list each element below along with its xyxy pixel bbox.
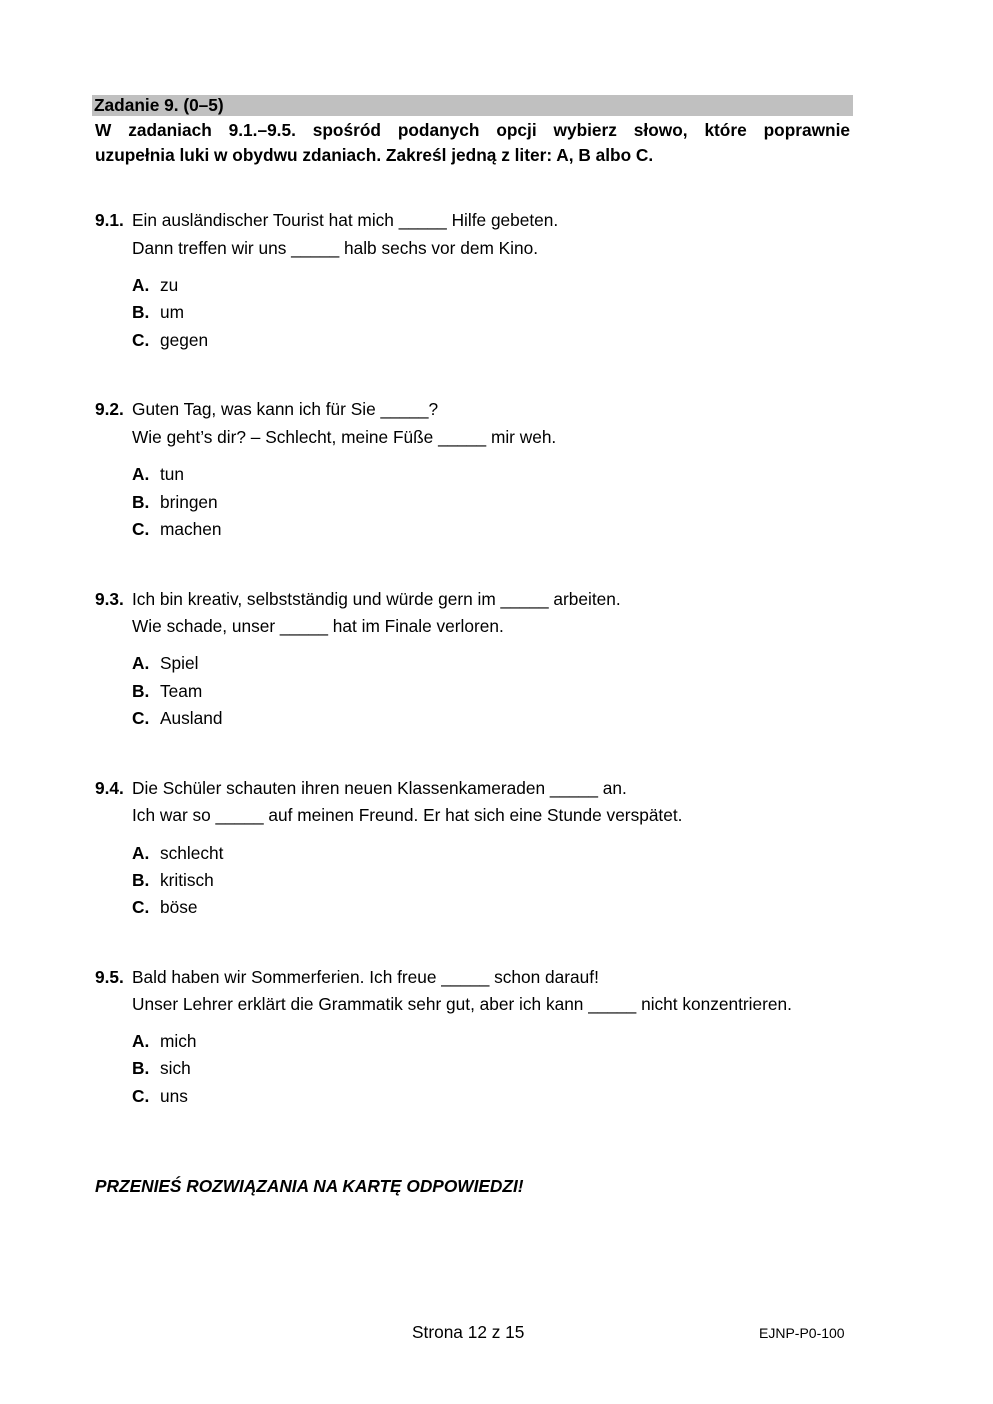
option-b[interactable] <box>132 870 214 890</box>
option-letter: A. <box>132 1031 150 1051</box>
exam-code: EJNP-P0-100 <box>759 1325 845 1341</box>
option-c[interactable] <box>132 330 208 350</box>
question-sentence-1: Bald haben wir Sommerferien. Ich freue _____ schon darauf! <box>132 967 599 987</box>
option-letter: C. <box>132 519 150 539</box>
option-b[interactable] <box>132 1058 191 1078</box>
question-sentence-2: Ich war so _____ auf meinen Freund. Er hat sich eine Stunde verspätet. <box>132 805 683 825</box>
option-letter: A. <box>132 653 150 673</box>
option-letter: A. <box>132 843 150 863</box>
option-text: kritisch <box>160 870 214 890</box>
option-letter: B. <box>132 1058 150 1078</box>
question-sentence-2: Wie geht’s dir? – Schlecht, meine Füße _____ mir weh. <box>132 427 557 447</box>
option-c[interactable] <box>132 708 222 728</box>
question-number: 9.1. <box>95 210 124 230</box>
option-letter: B. <box>132 681 150 701</box>
option-text: uns <box>160 1086 188 1106</box>
option-text: um <box>160 302 185 322</box>
question-sentence-1: Ich bin kreativ, selbstständig und würde gern im _____ arbeiten. <box>132 589 621 609</box>
option-a[interactable] <box>132 464 184 484</box>
option-text: Ausland <box>160 708 223 728</box>
option-a[interactable] <box>132 653 198 673</box>
option-letter: A. <box>132 464 150 484</box>
question-sentence-2: Unser Lehrer erklärt die Grammatik sehr gut, aber ich kann _____ nicht konzentrieren. <box>132 994 792 1014</box>
option-text: mich <box>160 1031 197 1051</box>
option-a[interactable] <box>132 1031 197 1051</box>
option-text: böse <box>160 897 198 917</box>
task-header: Zadanie 9. (0–5) <box>92 95 853 116</box>
option-letter: C. <box>132 708 150 728</box>
option-text: machen <box>160 519 222 539</box>
option-letter: C. <box>132 330 150 350</box>
option-text: sich <box>160 1058 191 1078</box>
question-sentence-1: Guten Tag, was kann ich für Sie _____? <box>132 399 439 419</box>
option-text: tun <box>160 464 185 484</box>
task-instruction <box>95 118 850 168</box>
question-sentence-2: Dann treffen wir uns _____ halb sechs vor dem Kino. <box>132 238 539 258</box>
question-sentence-1: Ein ausländischer Tourist hat mich _____ Hilfe gebeten. <box>132 210 559 230</box>
option-text: Team <box>160 681 203 701</box>
option-text: gegen <box>160 330 209 350</box>
option-text: bringen <box>160 492 218 512</box>
question-sentence-1: Die Schüler schauten ihren neuen Klassenkameraden _____ an. <box>132 778 627 798</box>
option-text: Spiel <box>160 653 199 673</box>
option-letter: C. <box>132 897 150 917</box>
option-letter: C. <box>132 1086 150 1106</box>
option-b[interactable] <box>132 302 184 322</box>
option-c[interactable] <box>132 897 197 917</box>
transfer-answers-note: PRZENIEŚ ROZWIĄZANIA NA KARTĘ ODPOWIEDZI! <box>95 1176 524 1196</box>
option-a[interactable] <box>132 843 223 863</box>
option-letter: A. <box>132 275 150 295</box>
option-b[interactable] <box>132 492 218 512</box>
option-letter: B. <box>132 870 150 890</box>
option-text: schlecht <box>160 843 224 863</box>
option-text: zu <box>160 275 179 295</box>
question-number: 9.3. <box>95 589 124 609</box>
instruction-line-2: uzupełnia luki w obydwu zdaniach. Zakreśl jedną z liter: A, B albo C. <box>95 145 654 165</box>
option-c[interactable] <box>132 1086 188 1106</box>
option-letter: B. <box>132 302 150 322</box>
question-sentence-2: Wie schade, unser _____ hat im Finale verloren. <box>132 616 504 636</box>
option-c[interactable] <box>132 519 221 539</box>
question-number: 9.2. <box>95 399 124 419</box>
option-a[interactable] <box>132 275 178 295</box>
option-b[interactable] <box>132 681 202 701</box>
question-number: 9.4. <box>95 778 124 798</box>
question-number: 9.5. <box>95 967 124 987</box>
page-number: Strona 12 z 15 <box>412 1322 525 1342</box>
instruction-line-1: W zadaniach 9.1.–9.5. spośród podanych opcji wybierz słowo, które poprawnie <box>95 120 850 140</box>
option-letter: B. <box>132 492 150 512</box>
